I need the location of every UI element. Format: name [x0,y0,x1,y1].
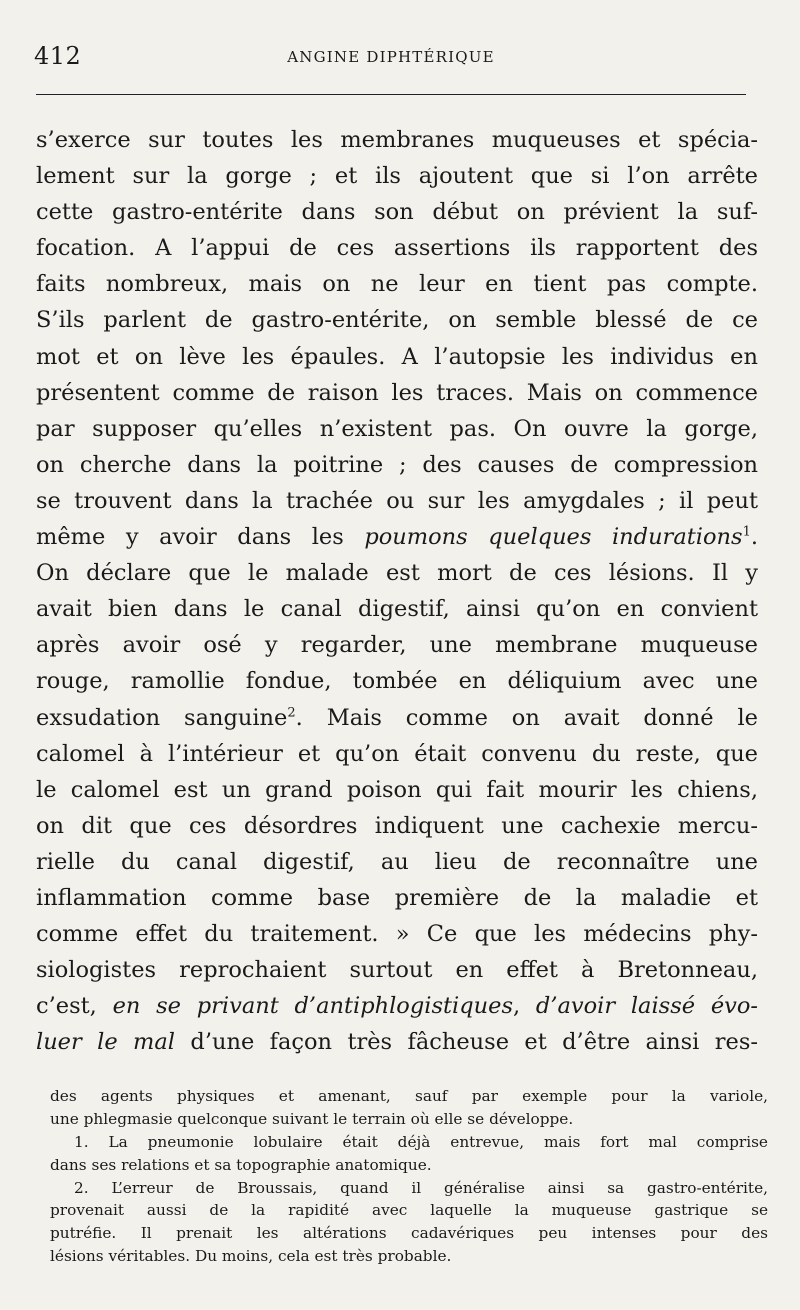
text-run: même y avoir dans les [36,524,344,551]
text-line: avait bien dans le canal digestif, ainsi qu’on en convient [36,596,758,623]
text-line: On déclare que le malade est mort de ces lésions. Il y [36,560,758,587]
italic-phrase: luer le mal [36,1029,176,1056]
text-line [36,519,758,555]
footnotes [50,1085,768,1268]
text-line: le calomel est un grand poison qui fait mourir les chiens, [36,776,758,803]
footnote-line: putréfie. Il prenait les altérations cadavériques peu intenses pour des [50,1224,768,1243]
footnote-line: des agents physiques et amenant, sauf par exemple pour la variole, [50,1087,768,1105]
italic-phrase: poumons quelques indurations [364,524,743,551]
footnote-2: 2. L’erreur de Broussais, quand il généralise ainsi sa gastro-entérite, [74,1178,768,1197]
footnote-ref-1: 1 [742,524,751,540]
text-line: S’ils parlent de gastro-entérite, on semble blessé de ce [36,307,758,334]
text-line: on cherche dans la poitrine ; des causes de compression [36,451,758,478]
header-rule [36,94,746,95]
text-line: siologistes reprochaient surtout en effet à Bretonneau, [36,957,758,984]
footnote-line: provenait aussi de la rapidité avec laquelle la muqueuse gastrique se [50,1201,768,1220]
footnote-1: 1. La pneumonie lobulaire était déjà entrevue, mais fort mal comprise [74,1132,768,1151]
text-run: . [750,524,758,551]
text-line: rielle du canal digestif, au lieu de reconnaître une [36,848,758,875]
page-header [34,40,748,76]
text-line: focation. A l’appui de ces assertions ils rapportent des [36,235,758,262]
text-line: on dit que ces désordres indiquent une cachexie mercu- [36,812,758,839]
text-line: mot et on lève les épaules. A l’autopsie les individus en [36,343,758,370]
running-title: ANGINE DIPHTÉRIQUE [287,48,495,66]
text-run: exsudation sanguine [36,704,288,731]
text-run: c’est, [36,993,97,1020]
footnote-ref-2: 2 [287,705,296,720]
text-run: , [513,993,521,1020]
text-line: lement sur la gorge ; et ils ajoutent que si l’on arrête [36,163,758,190]
text-line: par supposer qu’elles n’existent pas. On ouvre la gorge, [36,415,758,442]
text-line: rouge, ramollie fondue, tombée en déliquium avec une [36,668,758,695]
text-run: d’une façon très fâcheuse et d’être ainsi res- [190,1029,758,1056]
page-number: 412 [34,42,82,70]
text-line: comme effet du traitement. » Ce que les médecins phy- [36,921,758,948]
text-line [36,700,758,736]
text-line: calomel à l’intérieur et qu’on était convenu du reste, que [36,740,758,767]
text-line: se trouvent dans la trachée ou sur les amygdales ; il peut [36,487,758,514]
body-text [36,122,758,1060]
footnote-line: une phlegmasie quelconque suivant le terrain où elle se développe. [50,1109,574,1128]
italic-phrase: en se privant d’antiphlogistiques [112,993,513,1020]
text-line: après avoir osé y regarder, une membrane muqueuse [36,632,758,659]
text-run: . Mais comme on avait donné le [295,704,758,731]
italic-phrase: d’avoir laissé évo- [535,993,758,1020]
text-line: cette gastro-entérite dans son début on prévient la suf- [36,199,758,226]
text-line: présentent comme de raison les traces. Mais on commence [36,379,758,406]
footnote-line: dans ses relations et sa topographie anatomique. [50,1155,432,1174]
footnote-line: lésions véritables. Du moins, cela est très probable. [50,1247,452,1266]
text-line: faits nombreux, mais on ne leur en tient pas compte. [36,271,758,298]
text-line [36,988,758,1024]
text-line: s’exerce sur toutes les membranes muqueuses et spécia- [36,127,758,153]
text-line: inflammation comme base première de la maladie et [36,884,758,911]
text-line [36,1024,758,1060]
